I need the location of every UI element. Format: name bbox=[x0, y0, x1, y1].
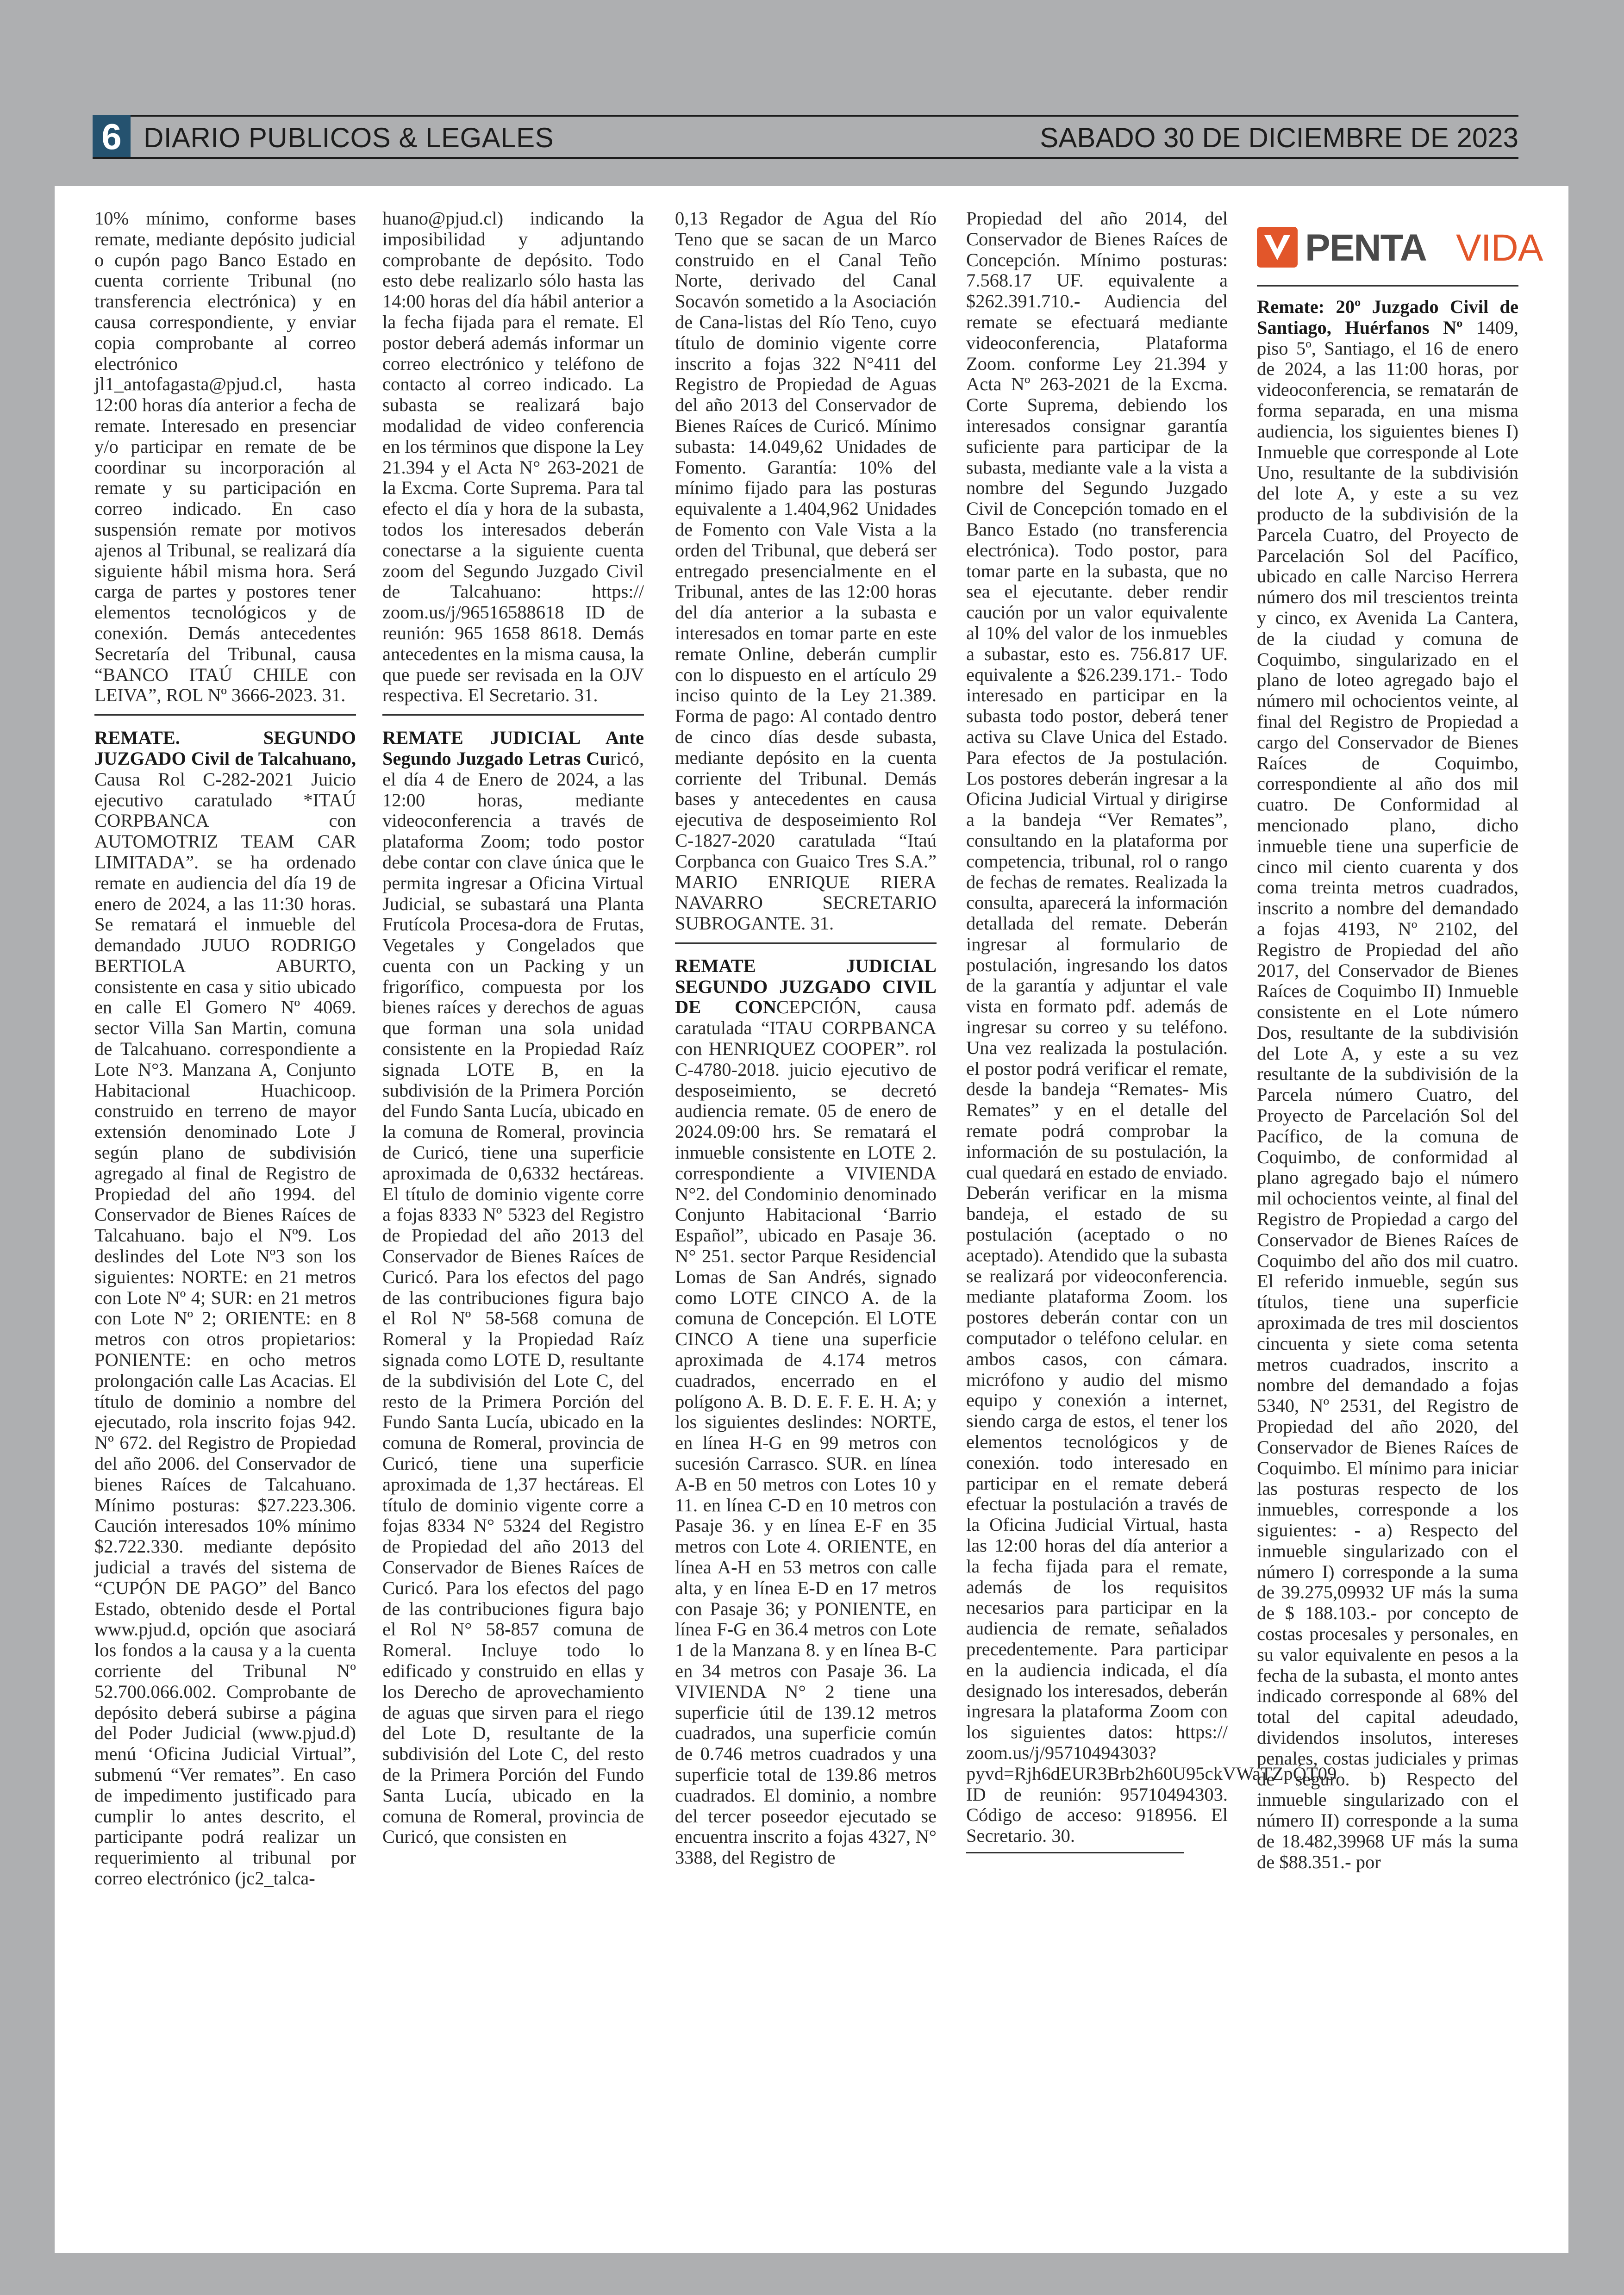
notice-heading: REMATE. SEGUNDO JUZGADO Civil de Talcahuano, bbox=[94, 727, 356, 769]
notice bbox=[675, 956, 937, 1868]
column-4 bbox=[966, 208, 1337, 2254]
notice-text: huano@pjud.cl) indicando la imposibilidad y adjuntando comprobante de depósito. Todo esto debe realizarlo sólo hasta las 14:00 horas del día hábil anterior a la fecha fijada para el remate. El postor deberá además informar un correo electrónico y teléfono de contacto al correo indicado. La subasta se realizará bajo modalidad de video conferencia en los términos que dispone la Ley 21.394 y el Acta N° 263-2021 de la Excma. Corte Suprema. Para tal efecto el día y hora de la subasta, todos los interesados deberán conectarse a la siguiente cuenta zoom del Segundo Juzgado Civil de Talcahuano: https:// zoom.us/j/96516588618 ID de reunión: 965 1658 8618. Demás antecedentes en la misma causa, la que puede ser revisada en la OJV respectiva. El Secretario. 31. bbox=[382, 208, 644, 706]
notice-text: Propiedad del año 2014, del Conservador de Bienes Raíces de Concepción. Mínimo posturas: 7.568.17 UF. equivalente a $262.391.710.- Audiencia del remate se efectuará mediante videoconferencia, Plataforma Zoom. conforme Ley 21.394 y Acta Nº 263-2021 de la Excma. Corte Suprema, debiendo los interesados consignar garantía suficiente para participar de la subasta, mediante vale a la vista a nombre del Segundo Juzgado Civil de Concepción tomado en el Banco Estado (no transferencia electrónica). Todo postor, para tomar parte en la subasta, que no sea el ejecutante. deber rendir caución por un valor equivalente al 10% del valor de los inmuebles a subastar, esto es. 756.817 UF. equivalente a $26.239.171.- Todo interesado en participar en la subasta todo postor, deberá tener activa su Clave Unica del Estado. Para efectos de Ja postulación. Los postores deberán ingresar a la Oficina Judicial Virtual y dirigirse a la bandeja “Ver Remates”, consultando en la plataforma por competencia, tribunal, rol o rango de fechas de remates. Realizada la consulta, aparecerá la información detallada del remate. Deberán ingresar al formulario de postulación, ingresando los datos de la garantía y adjuntar el vale vista en formato pdf. además de ingresar su correo y su teléfono. Una vez realizada la postulación. el postor podrá verificar el remate, desde la bandeja “Remates- Mis Remates” y en el detalle del remate podrá comprobar la información de su postulación, la cual quedará en estado de enviado. Deberán verificar en la misma bandeja, el estado de su postulación (aceptado o no aceptado). Atendido que la subasta se realizará por videoconferencia. mediante plataforma Zoom. los postores deberán contar con un computador o teléfono celular. en ambos casos, con cámara. micrófono y audio del mismo equipo y conexión a internet, siendo carga de estos, el tener los elementos tecnológicos y de conexión. todo interesado en participar en el remate deberá efectuar la postulación a través de la Oficina Judicial Virtual, hasta las 12:00 horas del día anterior a la fecha fijada para el remate, además de los requisitos necesarios para participar en la audiencia de remate, señalados precedentemente. Para participar en la audiencia indicada, el día designado los interesados, deberán ingresara la plataforma Zoom con los siguientes datos: https:// zoom.us/j/95710494303?pyvd=Rjh6dEUR3Brb2h60U95ckVWaTZpÓT09 ID de reunión: 95710494303. Código de acceso: 918956. El Secretario. 30. bbox=[966, 208, 1337, 1846]
notice-divider bbox=[94, 714, 356, 716]
publication-title: DIARIO PUBLICOS & LEGALES bbox=[144, 122, 554, 153]
notice-divider bbox=[382, 714, 644, 716]
notice-divider bbox=[675, 942, 937, 944]
logo-divider bbox=[1257, 285, 1518, 287]
notice-end-rule bbox=[966, 1852, 1184, 1853]
notice-text: 1409, piso 5º, Santiago, el 16 de enero de 2024, a las 11:00 horas, por videoconferencia, se rematarán de forma separada, en una misma audiencia, los siguientes bienes I) Inmueble que corresponde al Lote Uno, resultante de la subdivisión del lote A, y este a su vez producto de la subdivisión de la Parcela Cuatro, del Proyecto de Parcelación Sol del Pacífico, ubicado en calle Narciso Herrera número dos mil trescientos treinta y cinco, ex Avenida La Cantera, de la ciudad y comuna de Coquimbo, singularizado en el plano de loteo agregado bajo el número mil ochocientos veinte, al final del Registro de Propiedad a cargo del Conservador de Bienes Raíces de Coquimbo, correspondiente al año dos mil cuatro. De Conformidad al mencionado plano, dicho inmueble tiene una superficie de cinco mil ciento cuarenta y dos coma treinta metros cuadrados, inscrito a nombre del demandado a fojas 4193, Nº 2102, del Registro de Propiedad del año 2017, del Conservador de Bienes Raíces de Coquimbo II) Inmueble consistente en el Lote número Dos, resultante de la subdivisión del Lote A, y este a su vez resultante de la subdivisión de la Parcela número Cuatro, del Proyecto de Parcelación Sol del Pacífico, de la comuna de Coquimbo, de conformidad al plano agregado bajo el número mil ochocientos veinte, al final del Registro de Propiedad a cargo del Conservador de Bienes Raíces de Coquimbo del año dos mil cuatro. El referido inmueble, según sus títulos, tiene una superficie aproximada de tres mil doscientos cincuenta y siete coma setenta metros cuadrados, inscrito a nombre del demandado a fojas 5340, Nº 2531, del Registro de Propiedad del año 2020, del Conservador de Bienes Raíces de Coquimbo. El mínimo para iniciar las posturas respecto de los inmuebles, corresponde a los siguientes: - a) Respecto del inmueble singularizado con el número I) corresponde a la suma de 39.275,09932 UF más la suma de $ 188.103.- por concepto de costas procesales y personales, en su valor equivalente en pesos a la fecha de la subasta, el monto antes indicado corresponde al 68% del total del capital adeudado, dividendos insolutos, intereses penales, costas judiciales y primas de seguro. b) Respecto del inmueble singularizado con el número II) corresponde a la suma de 18.482,39968 UF más la suma de $88.351.- por bbox=[1257, 317, 1519, 1872]
notice-text: Causa Rol C-282-2021 Juicio ejecutivo caratulado *ITAÚ CORPBANCA con AUTOMOTRIZ TEAM CAR LIMITADA”. se ha ordenado remate en audiencia del día 19 de enero de 2024, a las 11:30 horas. Se rematará el inmueble del demandado JUUO RODRIGO BERTIOLA ABURTO, consistente en casa y sitio ubicado en calle El Gomero Nº 4069. sector Villa San Martin, comuna de Talcahuano. correspondiente a Lote N°3. Manzana A, Conjunto Habitacional Huachicoop. construido en terreno de mayor extensión denominado Lote J según plano de subdivisión agregado al final de Registro de Propiedad del año 1994. del Conservador de Bienes Raíces de Talcahuano. bajo el Nº9. Los deslindes del Lote Nº3 son los siguientes: NORTE: en 21 metros con Lote Nº 4; SUR: en 21 metros con Lote Nº 2; ORIENTE: en 8 metros con otros propietarios: PONIENTE: en ocho metros prolongación calle Las Acacias. El título de dominio a nombre del ejecutado, rola inscrito fojas 942. Nº 672. del Registro de Propiedad del año 2006. del Conservador de bienes Raíces de Talcahuano. Mínimo posturas: $27.223.306. Caución interesados 10% mínimo $2.722.330. mediante depósito judicial a través del sistema de “CUPÓN DE PAGO” del Banco Estado, obtenido desde el Portal www.pjud.d, opción que asociará los fondos a la causa y a la cuenta corriente del Tribunal Nº 52.700.066.002. Comprobante de depósito deberá subirse a página del Poder Judicial (www.pjud.d) menú ‘Oficina Judicial Virtual”, submenú “Ver remates”. En caso de impedimento justificado para cumplir lo antes descrito, el participante podrá realizar un requerimiento al tribunal por correo electrónico (jc2_talca- bbox=[94, 768, 356, 1889]
notice-text: CEPCIÓN, causa caratulada “ITAU CORPBANCA con HENRIQUEZ COOPER”. rol C-4780-2018. juicio ejecutivo de desposeimiento, se decretó audiencia remate. 05 de enero de 2024.09:00 hrs. Se rematará el inmueble consistente en LOTE 2. correspondiente a VIVIENDA N°2. del Condominio denominado Conjunto Habitacional ‘Barrio Español”, ubicado en Pasaje 36. N° 251. sector Parque Residencial Lomas de San Andrés, signado como LOTE CINCO A. de la comuna de Concepción. El LOTE CINCO A tiene una superficie aproximada de 4.174 metros cuadrados, encerrado en el polígono A. B. D. E. F. E. H. A; y los siguientes deslindes: NORTE, en línea H-G en 99 metros con sucesión Carrasco. SUR. en línea A-B en 50 metros con Lotes 10 y 11. en línea C-D en 10 metros con Pasaje 36. y en línea E-F en 35 metros con Lote 4. ORIENTE, en línea A-H en 53 metros con calle alta, y en línea E-D en 17 metros con Pasaje 36; y PONIENTE, en línea F-G en 36.4 metros con Lote 1 de la Manzana 8. y en línea B-C en 34 metros con Pasaje 36. La VIVIENDA N° 2 tiene una superficie útil de 139.12 metros cuadrados, una superficie común de 0.746 metros cuadrados y una superficie total de 139.86 metros cuadrados. El dominio, a nombre del tercer poseedor ejecutado se encuentra inscrito a fojas 4327, N° 3388, del Registro de bbox=[675, 997, 937, 1868]
column-3 bbox=[675, 208, 937, 2254]
notice-text: 10% mínimo, conforme bases remate, mediante depósito judicial o cupón pago Banco Estado en cuenta corriente Tribunal (no transferencia electrónica) y en causa correspondiente, y enviar copia comprobante al correo electrónico jl1_antofagasta@pjud.cl, hasta 12:00 horas día anterior a fecha de remate. Interesado en presenciar y/o participar en remate de be coordinar su incorporación al remate y su participación en correo indicado. En caso suspensión remate por motivos ajenos al Tribunal, se realizará día siguiente hábil misma hora. Será carga de partes y postores tener elementos tecnológicos y de conexión. Demás antecedentes Secretaría del Tribunal, causa “BANCO ITAÚ CHILE con LEIVA”, ROL Nº 3666-2023. 31. bbox=[94, 208, 356, 706]
logo-word-penta: PENTA bbox=[1305, 227, 1426, 269]
notice-heading: REMATE JUDICIAL SEGUNDO JUZGADO CIVIL DE CON bbox=[675, 955, 937, 1018]
notice-heading: REMATE JUDICIAL Ante Segundo Juzgado Letras Cu bbox=[382, 727, 644, 769]
column-2 bbox=[382, 208, 644, 2254]
notice bbox=[1257, 297, 1518, 1873]
pentavida-logo bbox=[1257, 222, 1543, 278]
notice-text: 0,13 Regador de Agua del Río Teno que se sacan de un Marco construido en el Canal Teño Norte, derivado del Canal Socavón sometido a la Asociación de Cana-listas del Río Teno, cuyo título de dominio vigente corre inscrito a fojas 322 N°411 del Registro de Propiedad de Aguas del año 2013 del Conservador de Bienes Raíces de Curicó. Mínimo subasta: 14.049,62 Unidades de Fomento. Garantía: 10% del mínimo fijado para las posturas equivalente a 1.404,962 Unidades de Fomento con Vale Vista a la orden del Tribunal, que deberá ser entregado presencialmente en el Tribunal, antes de las 12:00 horas del día anterior a la subasta e interesados en tomar parte en este remate Online, deberán cumplir con lo dispuesto en el artículo 29 inciso quinto de la Ley 21.389. Forma de pago: Al contado dentro de cinco días desde subasta, mediante depósito en la cuenta corriente del Tribunal. Demás bases y antecedentes en causa ejecutiva de desposeimiento Rol C-1827-2020 caratulada “Itaú Corpbanca con Guaico Tres S.A.” MARIO ENRIQUE RIERA NAVARRO SECRETARIO SUBROGANTE. 31. bbox=[675, 208, 937, 934]
logo-word-vida: VIDA bbox=[1456, 227, 1543, 269]
page-number: 6 bbox=[93, 115, 131, 159]
column-1 bbox=[94, 208, 356, 2254]
header-bottom-rule bbox=[93, 157, 1518, 159]
notice bbox=[94, 728, 356, 1889]
page-header bbox=[93, 115, 1518, 159]
issue-date: SABADO 30 DE DICIEMBRE DE 2023 bbox=[1040, 122, 1518, 153]
notice bbox=[382, 728, 644, 1847]
column-5 bbox=[1257, 208, 1543, 2254]
v-logo-icon bbox=[1257, 227, 1298, 268]
notice-text: ricó, el día 4 de Enero de 2024, a las 12:00 horas, mediante videoconferencia a través de plataforma Zoom; todo postor debe contar con clave única que le permita ingresar a Oficina Virtual Judicial, se subastará una Planta Frutícola Procesa-dora de Frutas, Vegetales y Congelados que cuenta con un Packing y un frigorífico, compuesta por los bienes raíces y derechos de aguas que forman una sola unidad consistente en la Propiedad Raíz signada LOTE B, en la subdivisión de la Primera Porción del Fundo Santa Lucía, ubicado en la comuna de Romeral, provincia de Curicó, tiene una superficie aproximada de 0,6332 hectáreas. El título de dominio vigente corre a fojas 8333 Nº 5323 del Registro de Propiedad del año 2013 del Conservador de Bienes Raíces de Curicó. Para los efectos del pago de las contribuciones figura bajo el Rol Nº 58-568 comuna de Romeral y la Propiedad Raíz signada como LOTE D, resultante de la subdivisión del Lote C, del resto de la Primera Porción del Fundo Santa Lucía, ubicado en la comuna de Romeral, provincia de Curicó, tiene una superficie aproximada de 1,37 hectáreas. El título de dominio vigente corre a fojas 8334 N° 5324 del Registro de Propiedad del año 2013 del Conservador de Bienes Raíces de Curicó. Para los efectos del pago de las contribuciones figura bajo el Rol N° 58-857 comuna de Romeral. Incluye todo lo edificado y construido en ellas y los Derecho de aprovechamiento de aguas que sirven para el riego del Lote D, resultante de la subdivisión del Lote C, del resto de la Primera Porción del Fundo Santa Lucía, ubicado en la comuna de Romeral, provincia de Curicó, que consisten en bbox=[382, 748, 644, 1847]
notice-heading: Remate: 20º Juzgado Civil de Santiago, Huérfanos Nº bbox=[1257, 296, 1518, 338]
